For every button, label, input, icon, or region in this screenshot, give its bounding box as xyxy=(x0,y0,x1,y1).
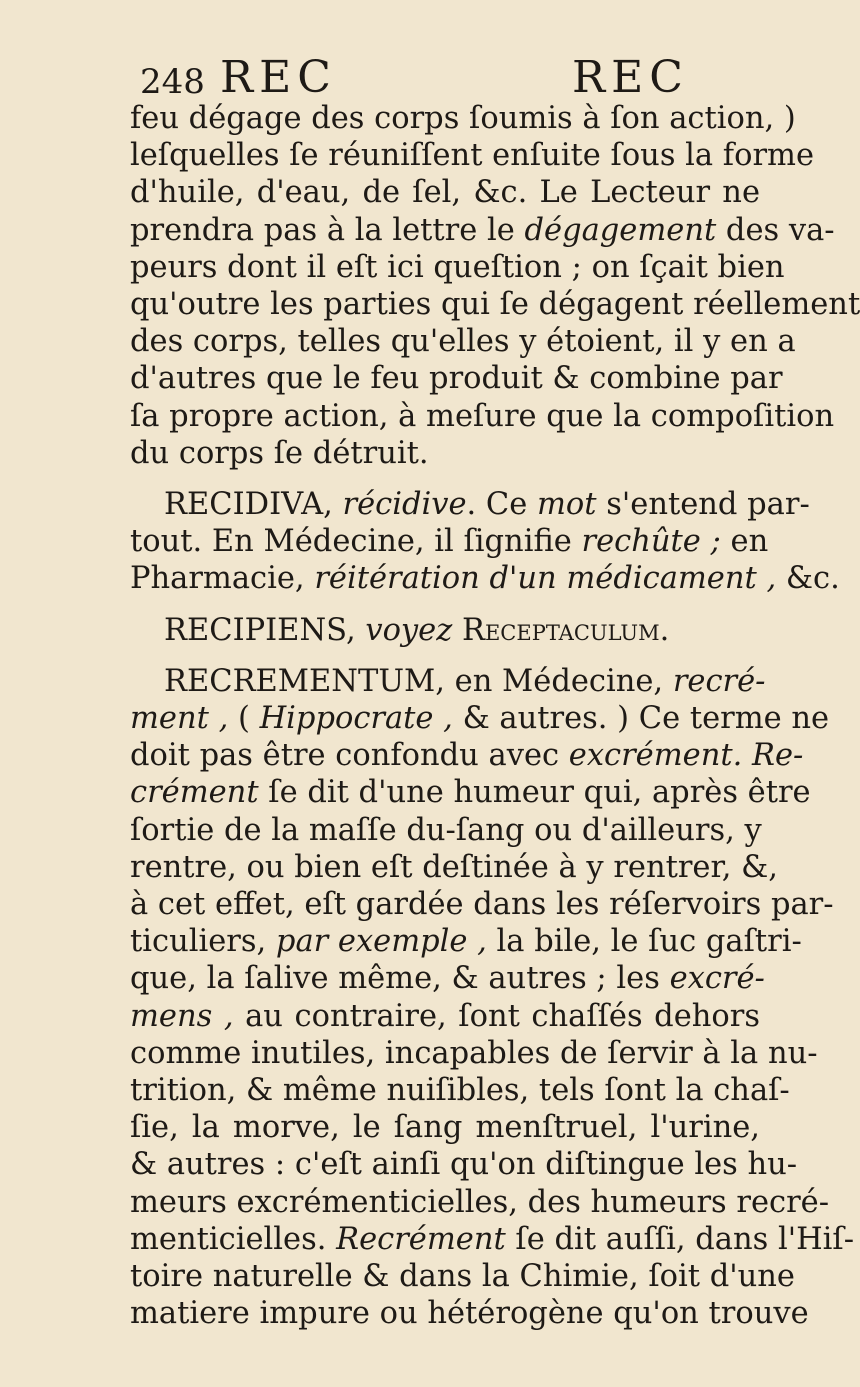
cross-reference: Receptaculum. xyxy=(462,612,670,648)
text-line: d'huile, d'eau, de ſel, &c. Le Lecteur ne xyxy=(130,175,760,211)
running-head-left: REC xyxy=(220,52,337,103)
text-line: toire naturelle & dans la Chimie, ſoit d'une xyxy=(130,1259,795,1295)
text-line: à cet effet, eſt gardée dans les réſervoirs par- xyxy=(130,887,834,923)
entry-recipiens: RECIPIENS, voyez Receptaculum. xyxy=(164,612,670,648)
entry-headword: RECIPIENS xyxy=(164,612,346,648)
text-line: que, la ſalive même, & autres ; les excré- xyxy=(130,961,765,997)
text-line: tout. En Médecine, il ſignifie rechûte ; en xyxy=(130,524,769,560)
text-line: ſie, la morve, le ſang menſtruel, l'urine, xyxy=(130,1110,760,1146)
page-number: 248 xyxy=(140,62,205,102)
text-line: ſa propre action, à meſure que la compoſition xyxy=(130,398,835,434)
text-line: crément ſe dit d'une humeur qui, après être xyxy=(130,775,811,811)
text-line: qu'outre les parties qui ſe dégagent réellement xyxy=(130,287,860,323)
text-line: ticuliers, par exemple , la bile, le ſuc gaſtri- xyxy=(130,924,802,960)
entry-headword: RECREMENTUM xyxy=(164,663,436,699)
text-line: rentre, ou bien eſt deſtinée à y rentrer, &, xyxy=(130,849,778,885)
text-line: mens , au contraire, ſont chaſſés dehors xyxy=(130,998,760,1034)
text-line: matiere impure ou hétérogène qu'on trouve xyxy=(130,1296,809,1332)
entry-recrementum: RECREMENTUM, en Médecine, recré- xyxy=(164,663,766,699)
text-line: & autres : c'eſt ainſi qu'on diſtingue les hu- xyxy=(130,1147,798,1183)
text-line: prendra pas à la lettre le dégagement des va- xyxy=(130,212,835,248)
text-line: doit pas être confondu avec excrément. Re- xyxy=(130,738,804,774)
text-line: menticielles. Recrément ſe dit auſſi, dans l'Hiſ- xyxy=(130,1221,855,1257)
text-line: des corps, telles qu'elles y étoient, il y en a xyxy=(130,324,796,360)
entry-headword: RECIDIVA xyxy=(164,487,324,523)
text-line: du corps ſe détruit. xyxy=(130,435,429,471)
text-line: feu dégage des corps ſoumis à ſon action, ) xyxy=(130,101,796,136)
text-line: Pharmacie, réitération d'un médicament , &c. xyxy=(130,561,840,597)
text-line: d'autres que le feu produit & combine par xyxy=(130,361,783,397)
text-line: comme inutiles, incapables de ſervir à la nu- xyxy=(130,1035,818,1071)
running-head-right: REC xyxy=(572,52,689,103)
text-line: meurs excrémenticielles, des humeurs recré- xyxy=(130,1184,830,1220)
text-line: ment , ( Hippocrate , & autres. ) Ce terme ne xyxy=(130,701,830,737)
text-line: ſortie de la maſſe du-ſang ou d'ailleurs, y xyxy=(130,812,762,848)
text-line: peurs dont il eſt ici queſtion ; on ſçait bien xyxy=(130,249,785,285)
text-line: trition, & même nuiſibles, tels ſont la chaſ- xyxy=(130,1073,790,1109)
running-header xyxy=(140,52,689,103)
text-line: leſquelles ſe réuniſſent enſuite ſous la forme xyxy=(130,138,815,174)
body-text xyxy=(130,100,860,1333)
entry-recidiva: RECIDIVA, récidive. Ce mot s'entend par- xyxy=(164,487,810,523)
